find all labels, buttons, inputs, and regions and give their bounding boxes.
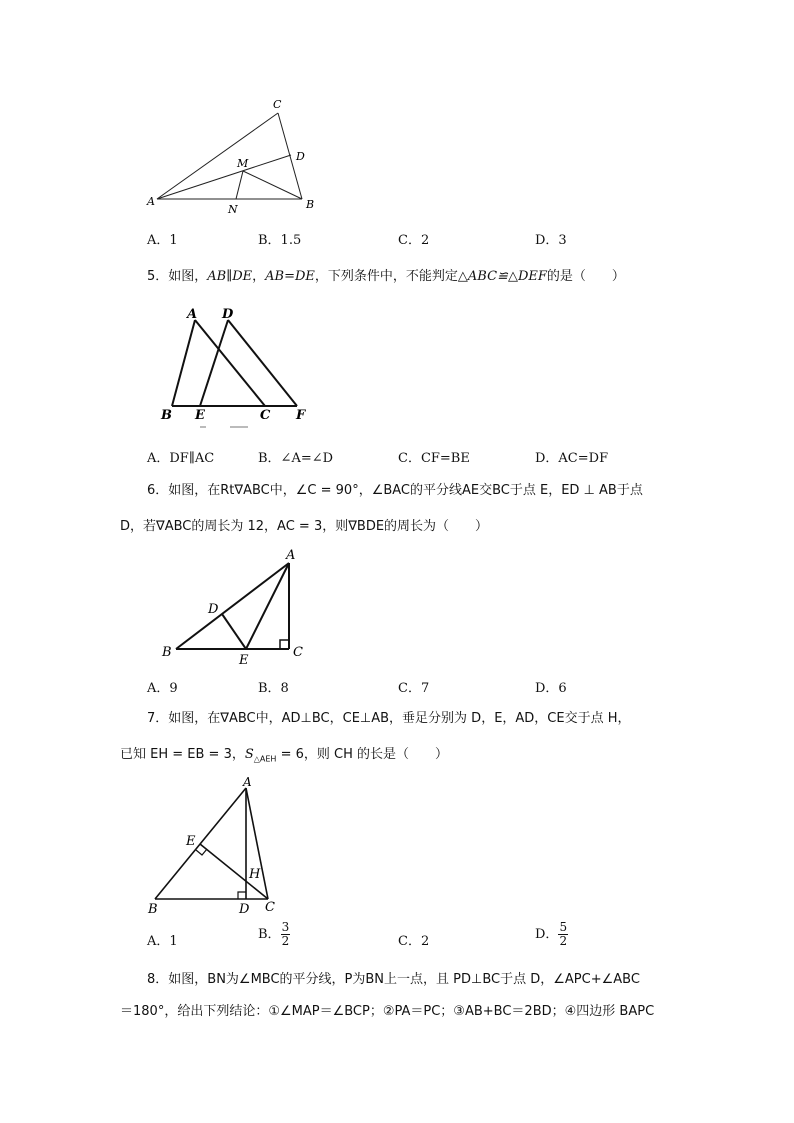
label-A: A [243,775,252,789]
q6-option-c[interactable]: C．7 [398,681,430,696]
q5-option-a[interactable]: A．DF∥AC [147,451,215,466]
q4-option-d[interactable]: D．3 [535,233,567,248]
q7-option-d-numerator: 5 [559,920,568,934]
q5-option-d[interactable]: D．AC=DF [535,451,609,466]
q6-question-line-2: D，若∇ABC的周长为 12，AC = 3，则∇BDE的周长为（ ） [120,519,489,534]
q7-option-b-denominator: 2 [281,934,290,948]
q7-option-d-denominator: 2 [559,934,568,948]
q4-option-b[interactable]: B．1.5 [258,233,302,248]
label-N: N [228,203,238,216]
q5-prefix: 5．如图， [147,269,208,284]
figure-q5-triangles [155,300,325,435]
label-E: E [186,834,196,849]
figure-q4-triangle [140,95,330,220]
label-C: C [293,645,303,660]
q8-question-line-1: 8．如图，BN为∠MBC的平分线，P为BN上一点，且 PD⊥BC于点 D，∠APC+∠ABC [147,972,640,987]
q6-option-a[interactable]: A．9 [147,681,178,696]
q7-option-b[interactable] [258,921,290,948]
q7-area-symbol: S [244,747,254,762]
q5-sep: ， [252,269,266,284]
label-D: D [222,307,234,322]
q7-area-subscript: △AEH [253,754,277,764]
label-F: F [296,408,306,423]
label-A: A [147,195,155,208]
label-D: D [296,150,305,163]
q7-option-b-fraction [281,921,291,948]
q5-condition-1: AB∥DE [207,269,253,284]
q6-option-b[interactable]: B．8 [258,681,289,696]
q5-option-c[interactable]: C．CF=BE [398,451,470,466]
figure-q7-triangle [140,775,290,915]
q5-end: 的是（ ） [546,269,625,284]
q5-question-text [147,265,625,284]
q7-option-d[interactable] [535,921,568,948]
q7-question-line-1: 7．如图，在∇ABC中，AD⊥BC，CE⊥AB，垂足分别为 D，E，AD，CE交于点 H， [147,711,631,726]
q7-option-d-fraction [558,921,568,948]
label-C: C [260,408,271,423]
label-D: D [208,602,219,617]
q7-option-c[interactable]: C．2 [398,934,430,949]
label-B: B [162,645,172,660]
label-E: E [195,408,205,423]
q6-option-d[interactable]: D．6 [535,681,567,696]
label-B: B [306,198,315,211]
figure-q6-right-triangle [155,545,315,670]
label-B: B [148,902,158,917]
q5-congruence: △ABC≌△DEF [457,269,547,284]
q4-option-a[interactable]: A．1 [147,233,178,248]
q5-option-b[interactable]: B．∠A=∠D [258,451,334,466]
q7-option-a[interactable]: A．1 [147,934,178,949]
q8-question-line-2: ＝180°，给出下列结论：①∠MAP＝∠BCP；②PA＝PC；③AB+BC＝2BD；④四边形 BAPC [120,1004,655,1019]
label-A: A [286,548,296,563]
q7-given: 已知 EH = EB = 3， [120,747,245,762]
q6-question-line-1: 6．如图，在Rt∇ABC中，∠C = 90°，∠BAC的平分线AE交BC于点 E，ED ⊥ AB于点 [147,483,643,498]
label-E: E [239,653,249,668]
label-H: H [249,867,261,882]
q7-ask: = 6，则 CH 的长是（ ） [276,747,448,762]
q7-question-line-2 [120,743,448,764]
label-M: M [237,157,249,170]
label-A: A [187,307,198,322]
label-B: B [161,408,172,423]
label-D: D [239,902,250,917]
q7-option-d-label: D． [535,927,559,942]
q7-option-b-numerator: 3 [281,920,290,934]
label-C: C [273,98,282,111]
q5-middle: ，下列条件中，不能判定 [314,269,458,284]
q5-condition-2: AB=DE [265,269,315,284]
label-C: C [265,900,275,915]
q7-option-b-label: B． [258,927,281,942]
q4-option-c[interactable]: C．2 [398,233,430,248]
